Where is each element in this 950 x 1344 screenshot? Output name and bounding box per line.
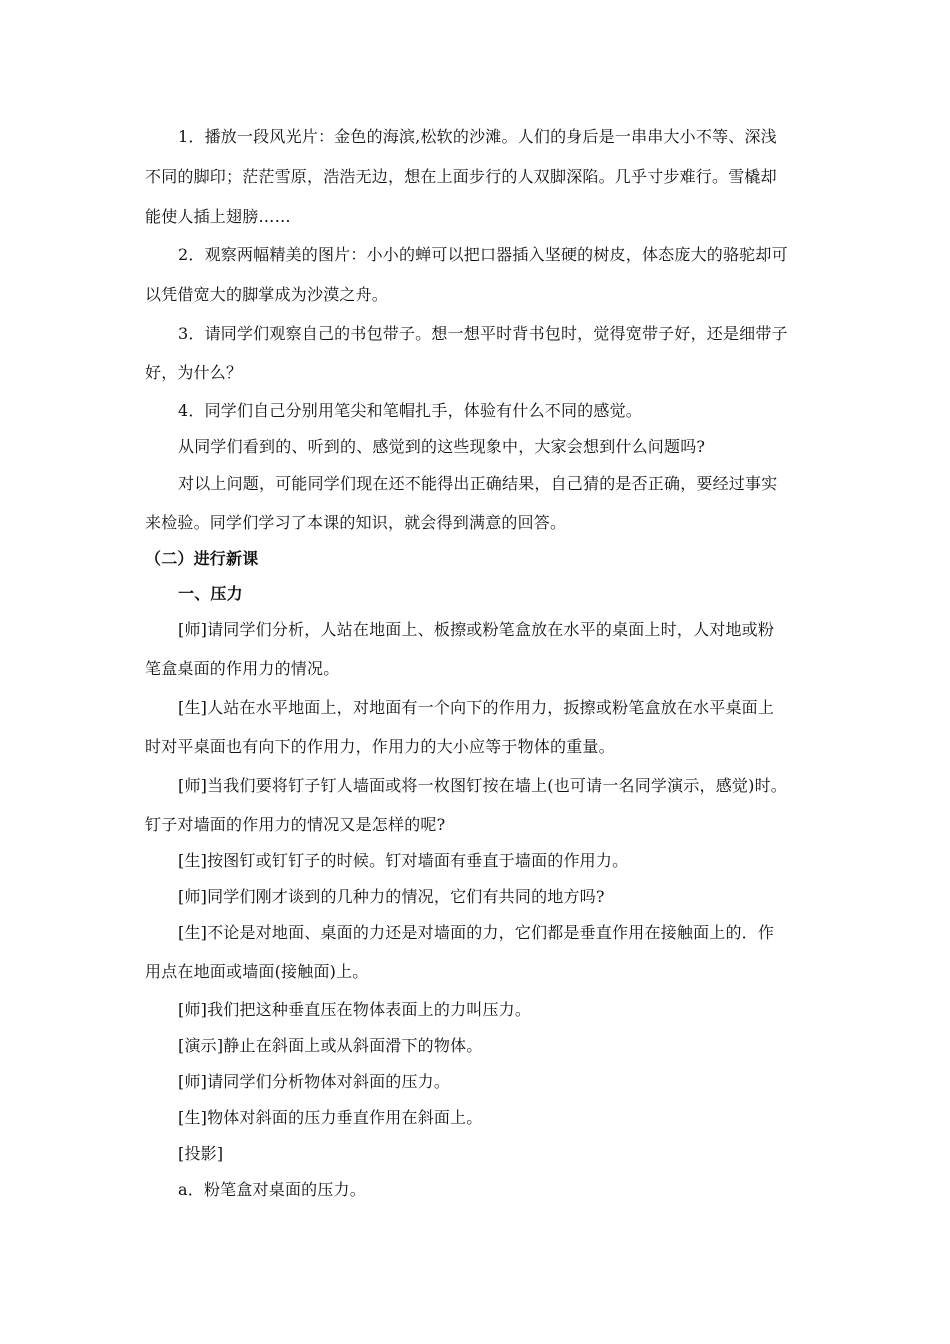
- dialogue-line: 时对平桌面也有向下的作用力，作用力的大小应等于物体的重量。: [145, 737, 615, 756]
- dialogue-line: [师]同学们刚才谈到的几种力的情况，它们有共同的地方吗?: [178, 887, 605, 906]
- dialogue-line: [投影]: [178, 1144, 224, 1163]
- dialogue-line: [师]当我们要将钉子钉人墙面或将一枚图钉按在墙上(也可请一名同学演示，感觉)时。: [178, 776, 787, 795]
- dialogue-line: [师]请同学们分析物体对斜面的压力。: [178, 1072, 451, 1091]
- section-heading: （二）进行新课: [145, 549, 259, 568]
- paragraph-line: 来检验。同学们学习了本课的知识，就会得到满意的回答。: [145, 513, 567, 532]
- dialogue-line: 钉子对墙面的作用力的情况又是怎样的呢?: [145, 815, 446, 834]
- paragraph-line: 3．请同学们观察自己的书包带子。想一想平时背书包时，觉得宽带子好，还是细带子: [178, 324, 788, 343]
- dialogue-line: [演示]静止在斜面上或从斜面滑下的物体。: [178, 1036, 483, 1055]
- dialogue-line: 用点在地面或墙面(接触面)上。: [145, 962, 369, 981]
- paragraph-line: 从同学们看到的、听到的、感觉到的这些现象中，大家会想到什么问题吗?: [178, 437, 706, 456]
- dialogue-line: [生]物体对斜面的压力垂直作用在斜面上。: [178, 1108, 483, 1127]
- dialogue-line: 笔盒桌面的作用力的情况。: [145, 659, 340, 678]
- list-item: a．粉笔盒对桌面的压力。: [178, 1180, 366, 1199]
- paragraph-line: 4．同学们自己分别用笔尖和笔帽扎手，体验有什么不同的感觉。: [178, 401, 642, 420]
- paragraph-line: 以凭借宽大的脚掌成为沙漠之舟。: [145, 285, 389, 304]
- paragraph-line: 不同的脚印；茫茫雪原，浩浩无边，想在上面步行的人双脚深陷。几乎寸步难行。雪橇却: [145, 167, 777, 186]
- paragraph-line: 1．播放一段风光片：金色的海滨,松软的沙滩。人们的身后是一串串大小不等、深浅: [178, 127, 777, 146]
- dialogue-line: [师]请同学们分析，人站在地面上、板擦或粉笔盒放在水平的桌面上时，人对地或粉: [178, 620, 775, 639]
- dialogue-line: [生]按图钉或钉钉子的时候。钉对墙面有垂直于墙面的作用力。: [178, 851, 629, 870]
- dialogue-line: [生]人站在水平地面上，对地面有一个向下的作用力，扳擦或粉笔盒放在水平桌面上: [178, 698, 775, 717]
- paragraph-line: 对以上问题，可能同学们现在还不能得出正确结果，自己猜的是否正确，要经过事实: [178, 474, 778, 493]
- dialogue-line: [师]我们把这种垂直压在物体表面上的力叫压力。: [178, 1000, 532, 1019]
- paragraph-line: 好，为什么？: [145, 363, 243, 382]
- subsection-heading: 一、压力: [178, 584, 243, 603]
- paragraph-line: 能使人插上翅膀……: [145, 207, 291, 226]
- paragraph-line: 2．观察两幅精美的图片：小小的蝉可以把口器插入坚硬的树皮，体态庞大的骆驼却可: [178, 245, 788, 264]
- dialogue-line: [生]不论是对地面、桌面的力还是对墙面的力，它们都是垂直作用在接触面上的．作: [178, 923, 775, 942]
